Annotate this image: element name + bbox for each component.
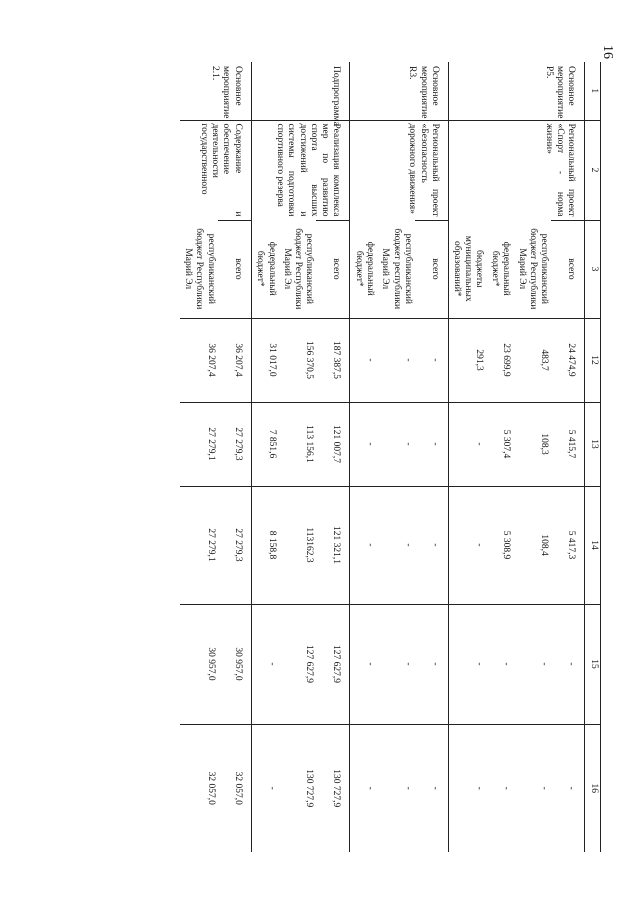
amount-cell: 108,3 <box>513 402 551 486</box>
table-row <box>551 62 585 852</box>
amount-cell: 121 007,7 <box>316 402 350 486</box>
amount-cell: 8 158,8 <box>251 486 279 604</box>
amount-cell: 27 279,1 <box>180 486 218 604</box>
amount-cell: 187 387,5 <box>316 318 350 402</box>
amount-cell: 291,3 <box>448 318 486 402</box>
header-cell: 16 <box>585 724 601 852</box>
funding-source-cell: бюджеты муниципальных образований* <box>451 235 485 302</box>
funding-source-cell: республиканский бюджет Республики Марий Эл <box>516 228 549 310</box>
amount-cell: 113 156,1 <box>279 402 317 486</box>
amount-cell: - <box>377 724 415 852</box>
amount-cell: 27 279,1 <box>180 402 218 486</box>
amount-cell: 36 207,4 <box>218 318 252 402</box>
amount-cell: 32 057,0 <box>218 724 252 852</box>
event-name-cell: Реализация комплекса мер по развитию спорта высших достижений и системы подготовки спортивного резерва <box>251 120 350 220</box>
event-code-cell: Основное мероприятие 2.1. <box>180 62 251 120</box>
amount-cell: - <box>513 604 551 724</box>
amount-cell: 27 279,3 <box>218 402 252 486</box>
table-header-row <box>585 62 601 852</box>
amount-cell: 121 321,1 <box>316 486 350 604</box>
amount-cell: - <box>448 604 486 724</box>
amount-cell: - <box>350 318 378 402</box>
amount-cell: 27 279,3 <box>218 486 252 604</box>
amount-cell: - <box>415 724 449 852</box>
amount-cell: 30 957,0 <box>218 604 252 724</box>
amount-cell: 130 727,9 <box>279 724 317 852</box>
funding-source-cell: республиканский бюджет Республики Марий Эл <box>183 228 216 310</box>
amount-cell: - <box>350 486 378 604</box>
funding-source-cell: всего <box>218 220 252 318</box>
amount-cell: - <box>513 724 551 852</box>
header-cell: 15 <box>585 604 601 724</box>
table-row <box>218 62 252 852</box>
amount-cell: - <box>448 486 486 604</box>
header-cell: 13 <box>585 402 601 486</box>
amount-cell: - <box>415 486 449 604</box>
amount-cell: 31 017,0 <box>251 318 279 402</box>
header-cell: 12 <box>585 318 601 402</box>
amount-cell: 108,4 <box>513 486 551 604</box>
amount-cell: 127 627,9 <box>316 604 350 724</box>
event-code-cell: Подпрограмма <box>251 62 350 120</box>
amount-cell: - <box>486 604 513 724</box>
funding-source-cell: всего <box>415 220 449 318</box>
event-name-cell: Региональный проект «Спорт - норма жизни» <box>448 120 584 220</box>
amount-cell: - <box>377 486 415 604</box>
amount-cell: 156 370,5 <box>279 318 317 402</box>
rotated-table-container <box>104 62 601 852</box>
amount-cell: 130 727,9 <box>316 724 350 852</box>
amount-cell: - <box>415 318 449 402</box>
amount-cell: - <box>350 604 378 724</box>
funding-source-cell: республиканский бюджет республики Марий Эл <box>380 228 413 310</box>
funding-source-cell: всего <box>316 220 350 318</box>
amount-cell: - <box>377 604 415 724</box>
amount-cell: 30 957,0 <box>180 604 218 724</box>
header-cell: 2 <box>585 120 601 220</box>
amount-cell: - <box>486 724 513 852</box>
table-body <box>180 62 585 852</box>
amount-cell: - <box>415 604 449 724</box>
amount-cell: 36 207,4 <box>180 318 218 402</box>
amount-cell: 23 699,9 <box>486 318 513 402</box>
table-row <box>415 62 449 852</box>
amount-cell: - <box>377 402 415 486</box>
header-cell: 1 <box>585 62 601 120</box>
amount-cell: 5 308,9 <box>486 486 513 604</box>
amount-cell: - <box>350 724 378 852</box>
amount-cell: 113162,3 <box>279 486 317 604</box>
amount-cell: 32 057,0 <box>180 724 218 852</box>
amount-cell: - <box>448 402 486 486</box>
funding-source-cell: всего <box>551 220 585 318</box>
event-name-cell: Региональный проект «Безопасность дорожного движения» <box>350 120 449 220</box>
event-name-cell: Содержание и обеспечение деятельности государственного <box>180 120 251 220</box>
amount-cell: 127 627,9 <box>279 604 317 724</box>
amount-cell: 5 417,3 <box>551 486 585 604</box>
funding-source-cell: федеральный бюджет* <box>255 241 277 296</box>
page-number: 16 <box>600 45 615 59</box>
amount-cell: 7 851,6 <box>251 402 279 486</box>
amount-cell: - <box>251 724 279 852</box>
table-row <box>316 62 350 852</box>
header-cell: 3 <box>585 220 601 318</box>
event-code-cell: Основное мероприятие Р5. <box>543 66 576 119</box>
funding-source-cell: республиканский бюджет Республики Марий Эл <box>281 228 315 310</box>
amount-cell: 483,7 <box>513 318 551 402</box>
amount-cell: - <box>377 318 415 402</box>
amount-cell: - <box>551 604 585 724</box>
amount-cell: 5 307,4 <box>486 402 513 486</box>
funding-source-cell: федеральный бюджет* <box>353 241 376 296</box>
funding-source-cell: федеральный бюджет* <box>490 241 512 296</box>
amount-cell: - <box>448 724 486 852</box>
budget-table <box>180 62 601 852</box>
header-cell: 14 <box>585 486 601 604</box>
amount-cell: - <box>251 604 279 724</box>
amount-cell: - <box>350 402 378 486</box>
amount-cell: 5 415,7 <box>551 402 585 486</box>
amount-cell: - <box>551 724 585 852</box>
amount-cell: - <box>415 402 449 486</box>
amount-cell: 24 474,9 <box>551 318 585 402</box>
event-code-cell: Основное мероприятие R3. <box>350 62 449 120</box>
